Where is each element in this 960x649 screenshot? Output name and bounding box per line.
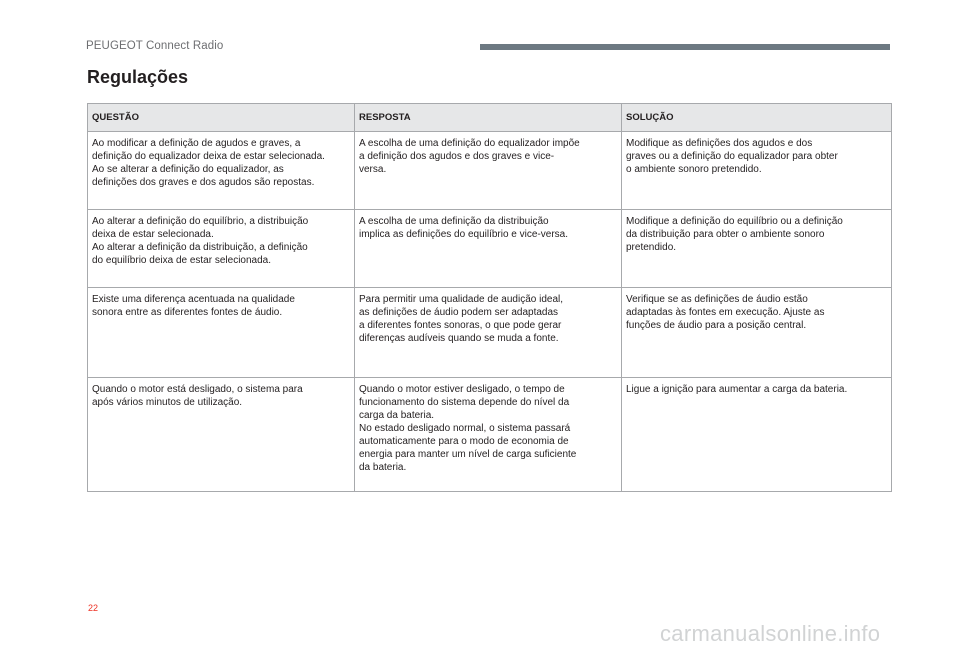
- watermark: carmanualsonline.info: [660, 621, 881, 646]
- solution-cell: Modifique a definição do equilíbrio ou a definição da distribuição para obter o ambiente sonoro pretendido.: [622, 210, 892, 288]
- answer-cell: Quando o motor estiver desligado, o tempo de funcionamento do sistema depende do nível da carga da bateria. No estado desligado normal, o sistema passará automaticamente para o modo de economia de energia para manter um nível de carga suficiente da bateria.: [355, 378, 622, 492]
- column-header-solution: SOLUÇÃO: [622, 104, 892, 132]
- question-cell: Existe uma diferença acentuada na qualidade sonora entre as diferentes fontes de áudio.: [88, 288, 355, 378]
- page-number: 22: [88, 603, 99, 613]
- table-row: [88, 132, 892, 210]
- table-row: [88, 210, 892, 288]
- answer-cell: A escolha de uma definição da distribuição implica as definições do equilíbrio e vice-versa.: [355, 210, 622, 288]
- question-cell: Quando o motor está desligado, o sistema para após vários minutos de utilização.: [88, 378, 355, 492]
- column-header-question: QUESTÃO: [88, 104, 355, 132]
- table-row: [88, 288, 892, 378]
- header-title: PEUGEOT Connect Radio: [86, 40, 224, 52]
- question-cell: Ao alterar a definição do equilíbrio, a distribuição deixa de estar selecionada. Ao alterar a definição da distribuição, a definição do equilíbrio deixa de estar selecionada.: [88, 210, 355, 288]
- troubleshooting-table: [87, 103, 892, 492]
- table-header-row: [88, 104, 892, 132]
- section-title: Regulações: [87, 67, 189, 87]
- solution-cell: Ligue a ignição para aumentar a carga da bateria.: [622, 378, 892, 492]
- table-row: [88, 378, 892, 492]
- solution-cell: Modifique as definições dos agudos e dos graves ou a definição do equalizador para obter o ambiente sonoro pretendido.: [622, 132, 892, 210]
- answer-cell: Para permitir uma qualidade de audição ideal, as definições de áudio podem ser adaptadas a diferentes fontes sonoras, o que pode gerar diferenças audíveis quando se muda a fonte.: [355, 288, 622, 378]
- question-cell: Ao modificar a definição de agudos e graves, a definição do equalizador deixa de estar selecionada. Ao se alterar a definição do equalizador, as definições dos graves e dos agudos são repostas.: [88, 132, 355, 210]
- solution-cell: Verifique se as definições de áudio estão adaptadas às fontes em execução. Ajuste as funções de áudio para a posição central.: [622, 288, 892, 378]
- column-header-answer: RESPOSTA: [355, 104, 622, 132]
- answer-cell: A escolha de uma definição do equalizador impõe a definição dos agudos e dos graves e vice- versa.: [355, 132, 622, 210]
- header-bar: [480, 44, 890, 50]
